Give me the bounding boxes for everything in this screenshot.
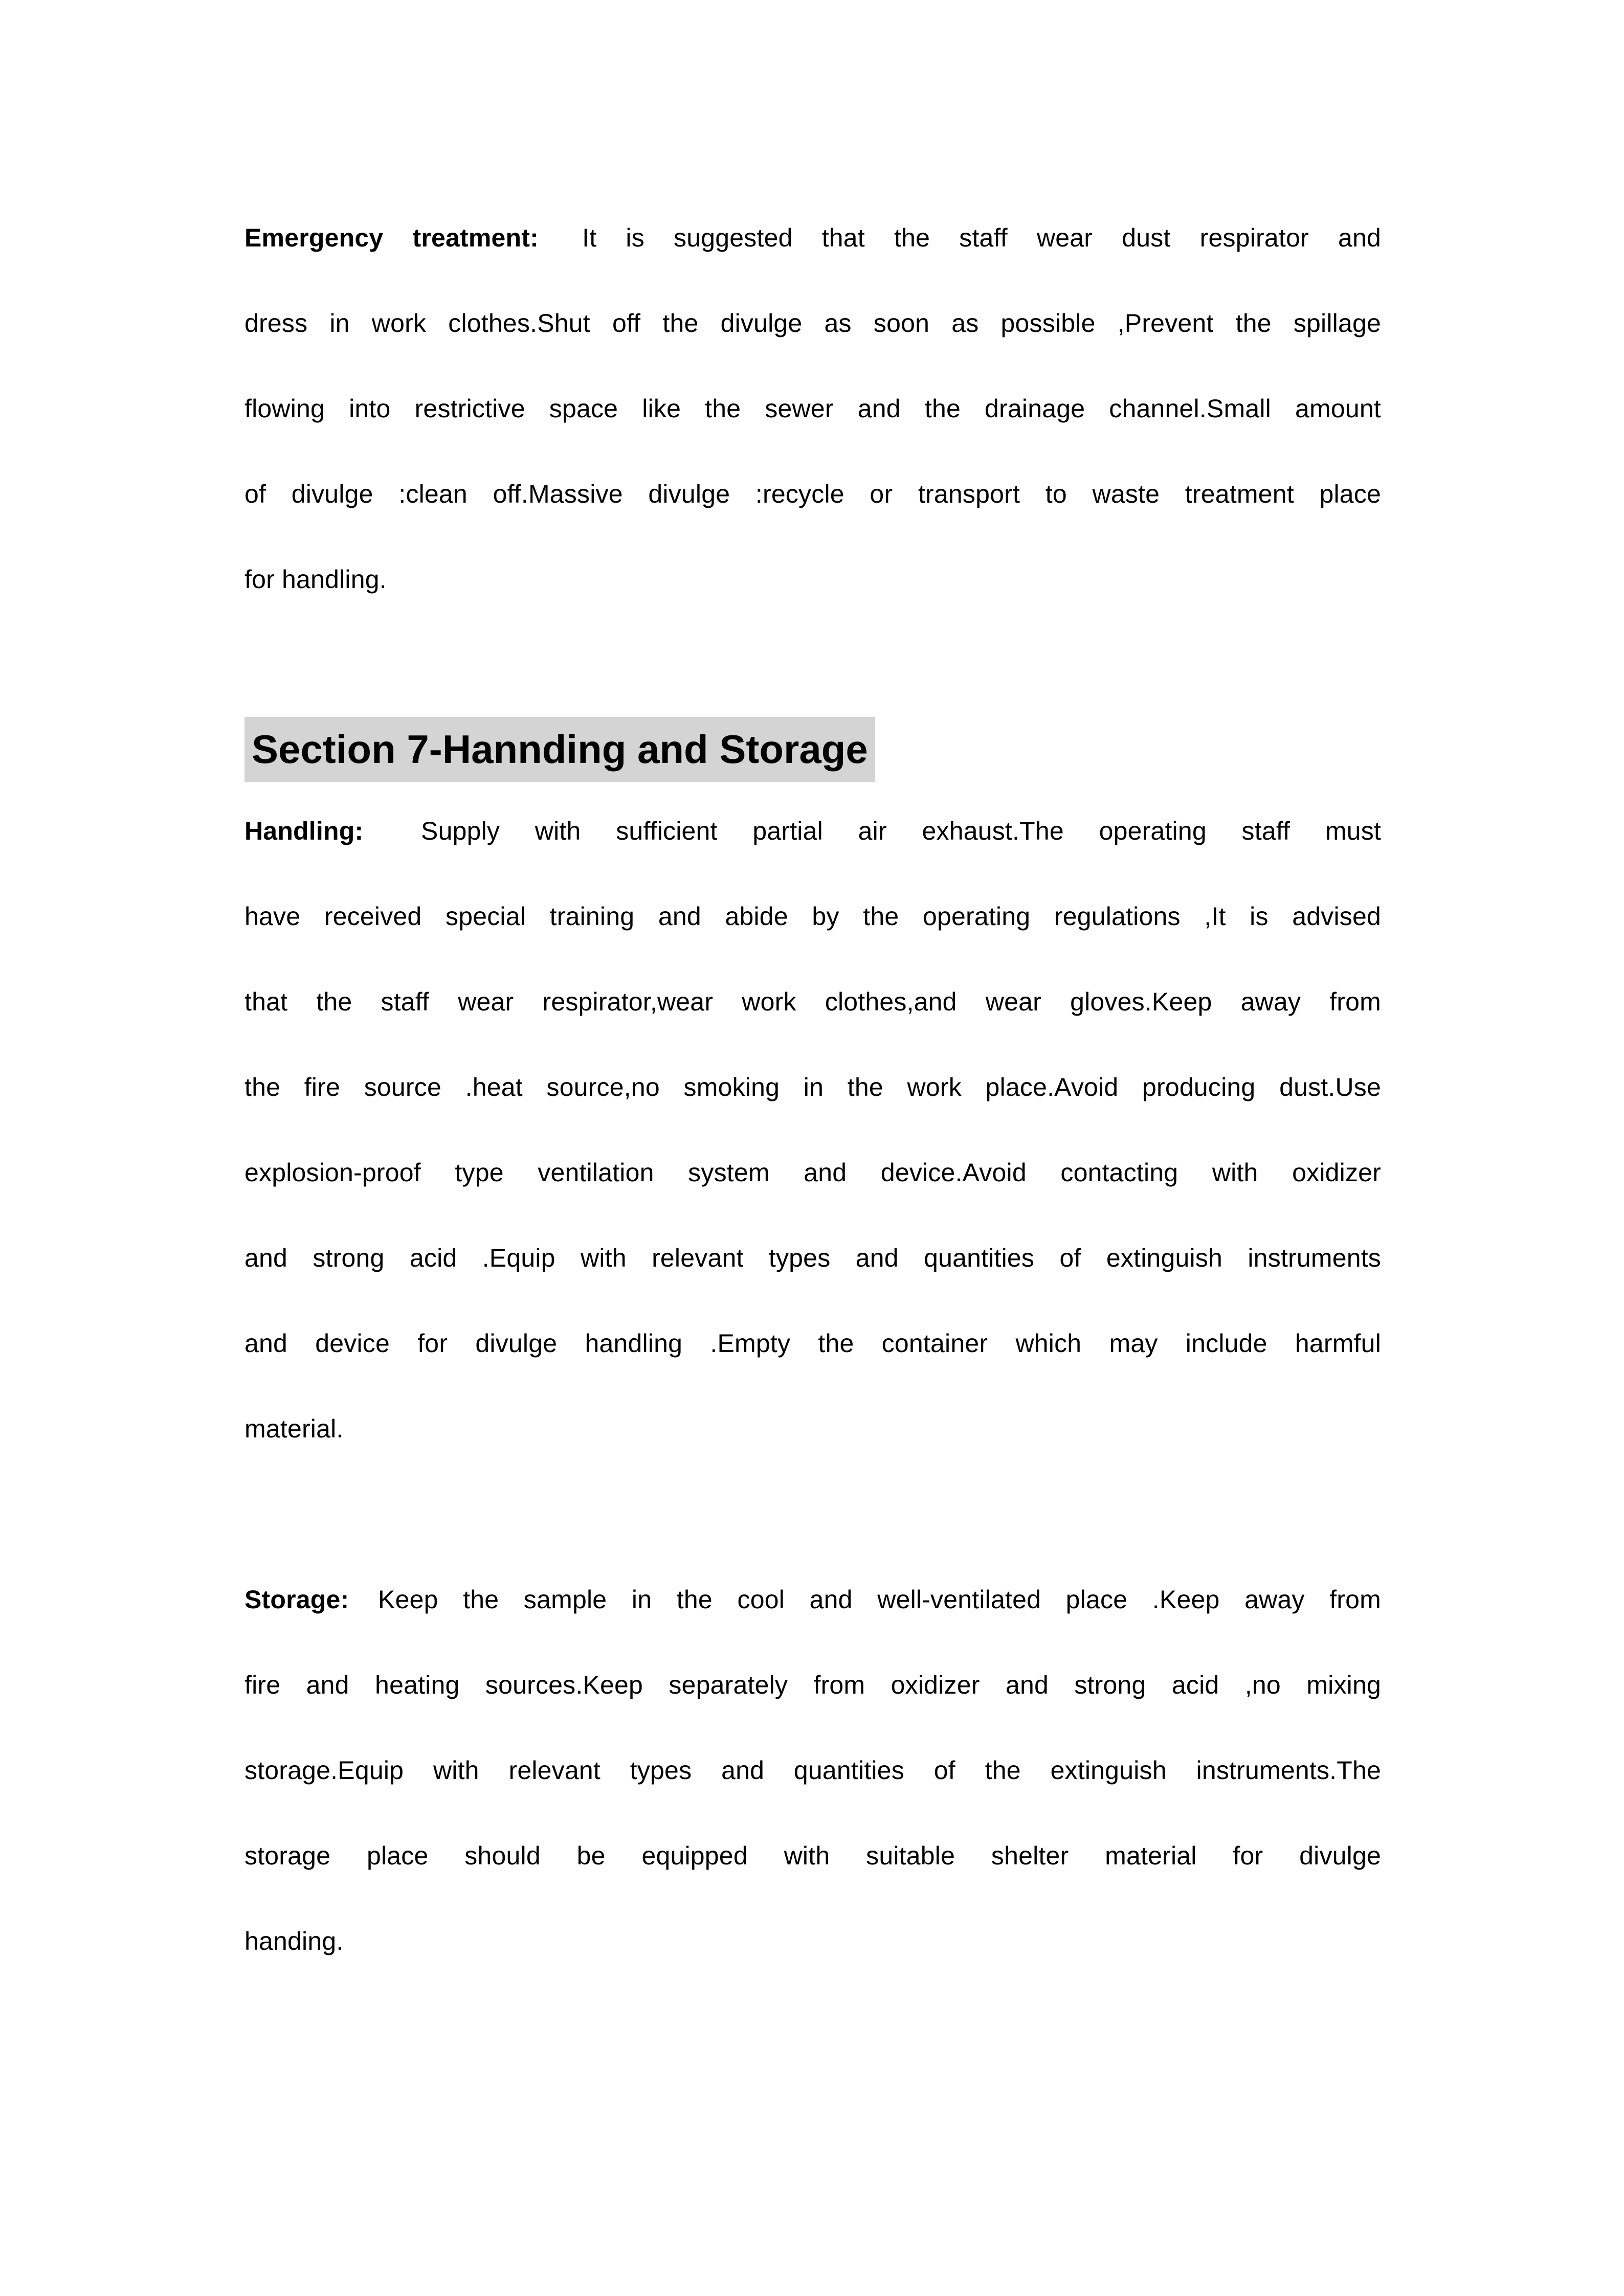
paragraph-storage [244, 1557, 1381, 1984]
text-line: the fire source .heat source,no smoking in the work place.Avoid producing dust.Use [244, 1073, 1381, 1101]
text-line: material. [244, 1414, 344, 1443]
text-line: handing. [244, 1927, 344, 1955]
text-line: flowing into restrictive space like the sewer and the drainage channel.Small amount [244, 394, 1381, 423]
text-line [244, 789, 1381, 874]
emergency-treatment-label: Emergency treatment: [244, 223, 539, 252]
text-line: storage place should be equipped with suitable shelter material for divulge [244, 1841, 1381, 1870]
text-line [244, 1557, 1381, 1642]
text-line: and strong acid .Equip with relevant types and quantities of extinguish instruments [244, 1244, 1381, 1272]
text-line: explosion-proof type ventilation system and device.Avoid contacting with oxidizer [244, 1158, 1381, 1187]
text-line: dress in work clothes.Shut off the divulge as soon as possible ,Prevent the spillage [244, 309, 1381, 337]
text-line: have received special training and abide by the operating regulations ,It is advised [244, 902, 1381, 931]
section-7-heading: Section 7-Hannding and Storage [244, 717, 875, 782]
paragraph-emergency-treatment [244, 195, 1381, 622]
text-line: that the staff wear respirator,wear work clothes,and wear gloves.Keep away from [244, 987, 1381, 1016]
text-line-content: Keep the sample in the cool and well-ventilated place .Keep away from [378, 1585, 1381, 1614]
text-line [244, 195, 1381, 281]
text-line: storage.Equip with relevant types and quantities of the extinguish instruments.The [244, 1756, 1381, 1785]
text-line: fire and heating sources.Keep separately from oxidizer and strong acid ,no mixing [244, 1671, 1381, 1699]
text-line: of divulge :clean off.Massive divulge :recycle or transport to waste treatment place [244, 480, 1381, 508]
storage-label: Storage: [244, 1585, 349, 1614]
text-line-content: Supply with sufficient partial air exhaust.The operating staff must [421, 817, 1381, 845]
text-line: for handling. [244, 565, 387, 594]
paragraph-handling [244, 789, 1381, 1472]
text-line: and device for divulge handling .Empty the container which may include harmful [244, 1329, 1381, 1358]
text-line-content: It is suggested that the staff wear dust respirator and [582, 223, 1381, 252]
handling-label: Handling: [244, 817, 364, 845]
